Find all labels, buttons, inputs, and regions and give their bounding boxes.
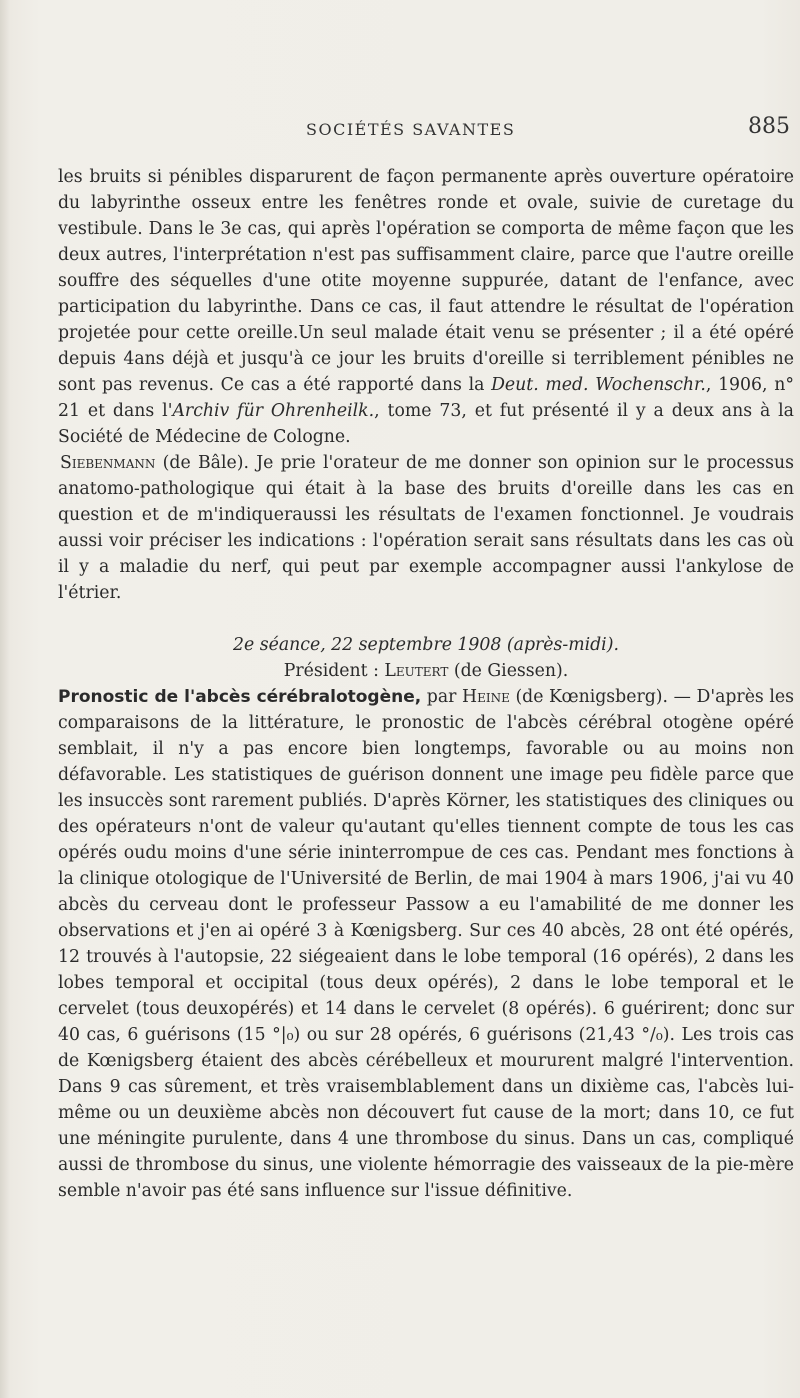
paragraph-siebenmann: Siebenmann (de Bâle). Je prie l'orateur de me donner son opinion sur le processus anatomo-pathologique qui était à la base des bruits d'oreille dans les cas en question et de m'indiqueraussi les résultats de l'examen fonctionnel. Je voudrais aussi voir préciser les indications : l'opération serait sans résultats dans les cas où il y a maladie du nerf, qui peut par exemple accompagner aussi l'ankylose de l'étrier. xyxy=(58,453,794,603)
body-text xyxy=(58,164,794,1204)
speaker-name: Siebenmann xyxy=(60,453,156,473)
page-number: 885 xyxy=(748,114,790,139)
author-name: Heine xyxy=(462,687,510,707)
journal-title: Archiv für Ohrenheilk. xyxy=(172,401,375,421)
paragraph-continuation: les bruits si pénibles disparurent de façon permanente après ouverture opératoire du labyrinthe osseux entre les fenêtres ronde et ovale, suivie de curetage du vestibule. Dans le 3e cas, qui après l'opération se comporta de même façon que les deux autres, l'interprétation n'est pas suffisamment claire, parce que l'autre oreille souffre des séquelles d'une otite moyenne suppurée, datant de l'enfance, avec participation du labyrinthe. Dans ce cas, il faut attendre le résultat de l'opération projetée pour cette oreille.Un seul malade était venu se présenter ; il a été opéré depuis 4ans déjà et jusqu'à ce jour les bruits d'oreille si terriblement pénibles ne sont pas revenus. Ce cas a été rapporté dans la Deut. med. Wochenschr., 1906, n° 21 et dans l'Archiv für Ohrenheilk., tome 73, et fut présenté il y a deux ans à la Société de Médecine de Cologne. xyxy=(58,167,794,447)
journal-title: Deut. med. Wochenschr. xyxy=(491,375,706,395)
session-title: 2e séance, 22 septembre 1908 (après-midi). xyxy=(233,635,619,655)
page-header xyxy=(56,114,796,144)
paragraph-heine: Pronostic de l'abcès cérébralotogène, par Heine (de Kœnigsberg). — D'après les comparaisons de la littérature, le pronostic de l'abcès cérébral otogène opéré semblait, il n'y a pas encore bien longtemps, favorable ou au moins non défavorable. Les statistiques de guérison donnent une image peu fidèle parce que les insuccès sont rarement publiés. D'après Körner, les statistiques des cliniques ou des opérateurs n'ont de valeur qu'autant qu'elles tiennent compte de tous les cas opérés oudu moins d'une série ininterrompue de ces cas. Pendant mes fonctions à la clinique otologique de l'Université de Berlin, de mai 1904 à mars 1906, j'ai vu 40 abcès du cerveau dont le professeur Passow a eu l'amabilité de me donner les observations et j'en ai opéré 3 à Kœnigsberg. Sur ces 40 abcès, 28 ont été opérés, 12 trouvés à l'autopsie, 22 siégeaient dans le lobe temporal (16 opérés), 2 dans les lobes temporal et occipital (tous deux opérés), 2 dans le lobe temporal et le cervelet (tous deuxopérés) et 14 dans le cervelet (8 opérés). 6 guérirent; donc sur 40 cas, 6 guérisons (15 °|₀) ou sur 28 opérés, 6 guérisons (21,43 °/₀). Les trois cas de Kœnigsberg étaient des abcès cérébelleux et moururent malgré l'intervention. Dans 9 cas sûrement, et très vraisemblablement dans un dixième cas, l'abcès lui-même ou un deuxième abcès non découvert fut cause de la mort; dans 10, ce fut une méningite purulente, dans 4 une thrombose du sinus. Dans un cas, compliqué aussi de thrombose du sinus, une violente hémorragie des vaisseaux de la pie-mère semble n'avoir pas été sans influence sur l'issue définitive. xyxy=(58,687,794,1201)
session-president: Président : Leutert (de Giessen). xyxy=(283,661,569,681)
running-title: SOCIÉTÉS SAVANTES xyxy=(306,120,516,139)
article-title: Pronostic de l'abcès cérébralotogène, xyxy=(58,687,422,707)
session-heading xyxy=(58,632,794,684)
